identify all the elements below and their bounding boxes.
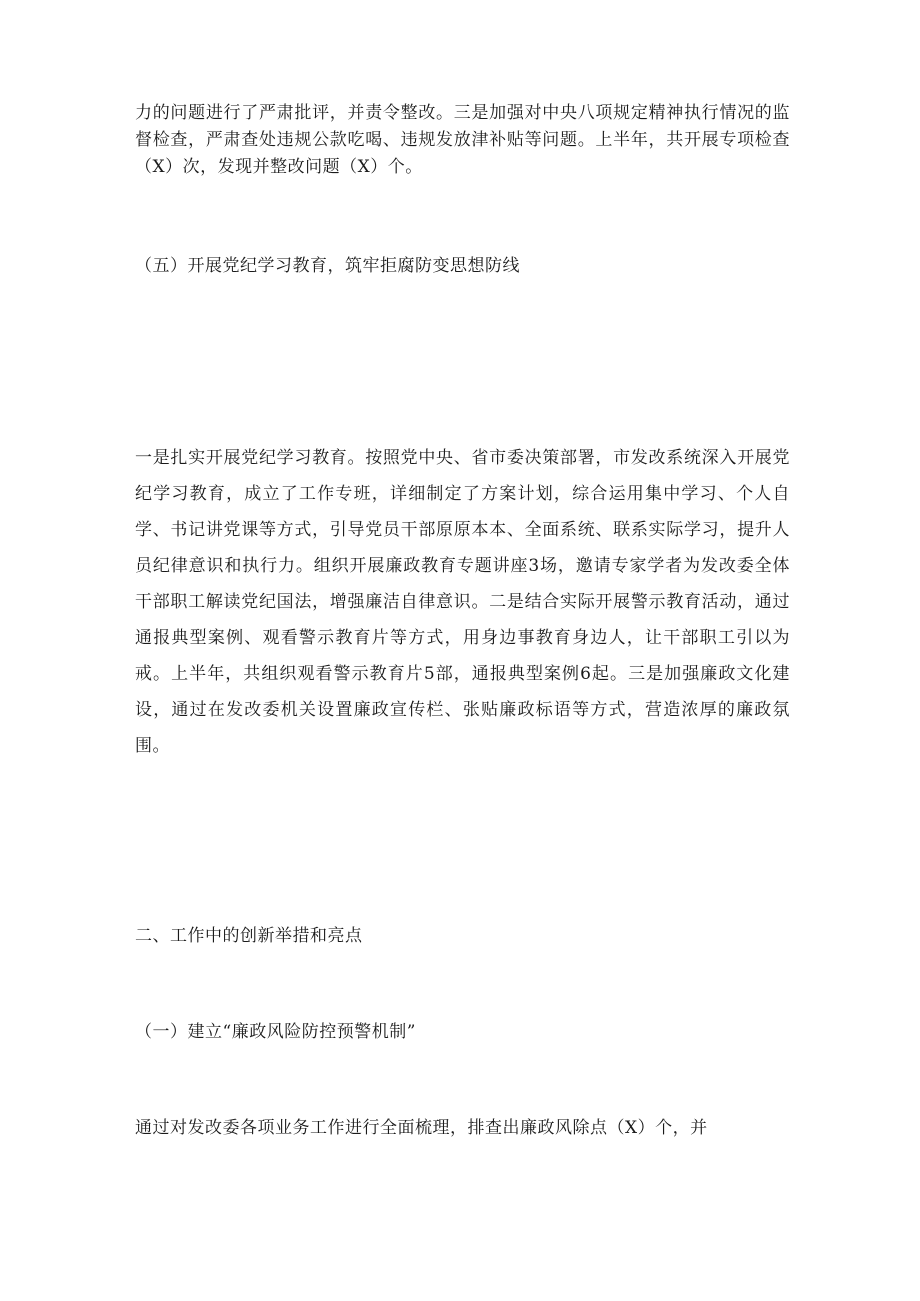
paragraph-risk-points: 通过对发改委各项业务工作进行全面梳理，排查出廉政风除点（X）个，并 — [135, 1118, 708, 1138]
paragraph-party-discipline-education: 一是扎实开展党纪学习教育。按照党中央、省市委决策部署，市发改系统深入开展党纪学习教育，成立了工作专班，详细制定了方案计划，综合运用集中学习、个人自学、书记讲党课等方式，引导党员干部原原本本、全面系统、联系实际学习，提升人员纪律意识和执行力。组织开展廉政教育专题讲座3场，邀请专家学者为发改委全体干部职工解读党纪国法，增强廉洁自律意识。二是结合实际开展警示教育活动，通过通报典型案例、观看警示教育片等方式，用身边事教育身边人，让干部职工引以为戒。上半年，共组织观看警示教育片5部，通报典型案例6起。三是加强廉政文化建设，通过在发改委机关设置廉政宣传栏、张贴廉政标语等方式，营造浓厚的廉政氛围。 — [135, 448, 790, 756]
heading-subsection-one: （一）建立“廉政风险防控预警机制” — [135, 1022, 416, 1042]
paragraph-continuation: 力的问题进行了严肃批评，并责令整改。三是加强对中央八项规定精神执行情况的监督检查，严肃查处违规公款吃喝、违规发放津补贴等问题。上半年，共开展专项检查（X）次，发现并整改问题（X）个。 — [135, 103, 790, 177]
heading-section-five: （五）开展党纪学习教育，筑牢拒腐防变思想防线 — [135, 256, 520, 276]
heading-section-two: 二、工作中的创新举措和亮点 — [135, 926, 363, 946]
